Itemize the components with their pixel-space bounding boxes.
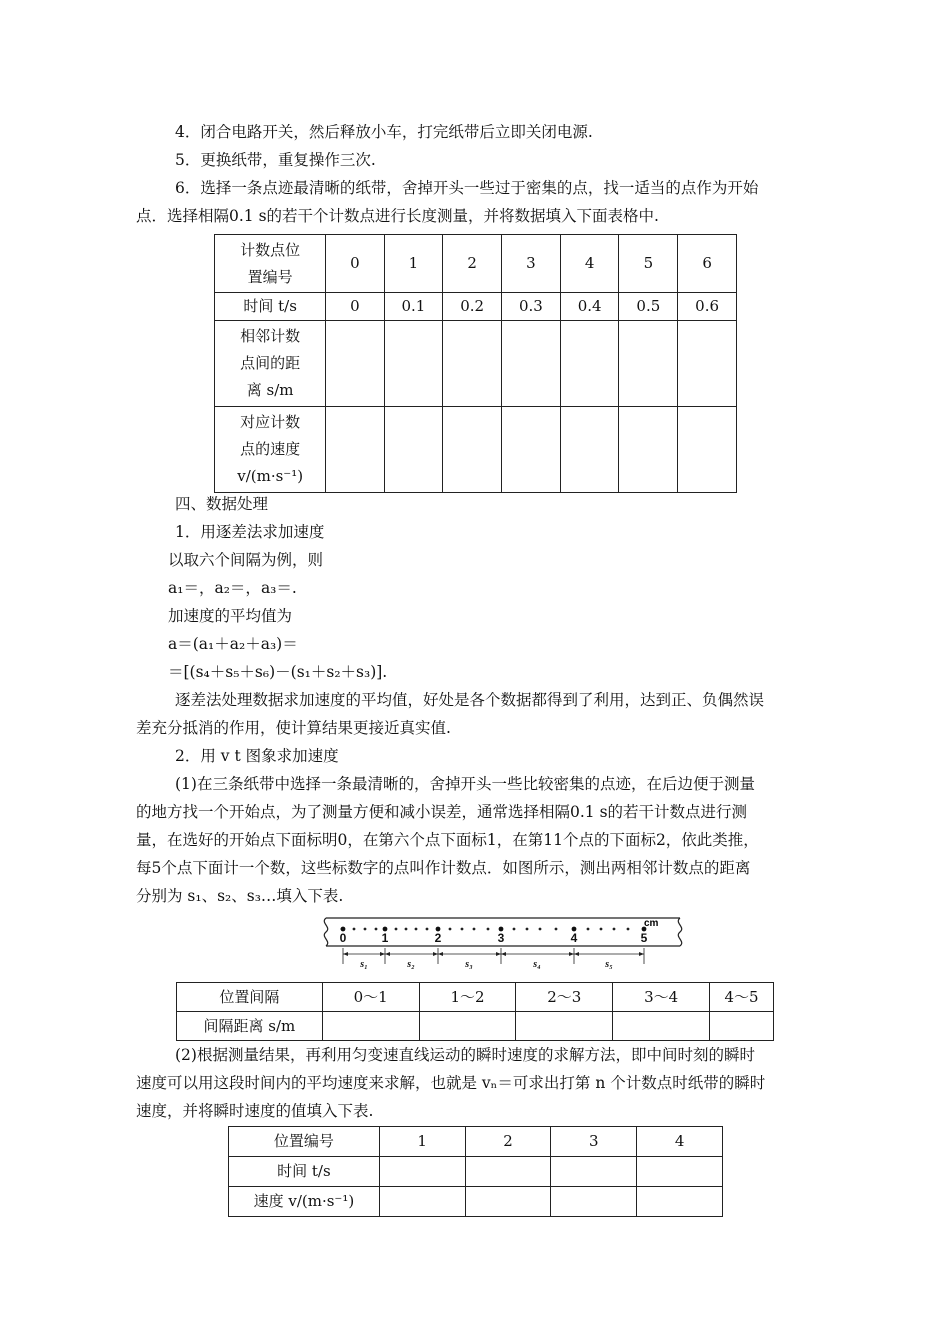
tape-dot: [539, 928, 542, 931]
method-1-line-7: 差充分抵消的作用，使计算结果更接近真实值.: [136, 719, 451, 737]
table3-index-cell: 2: [465, 1127, 551, 1157]
table1-empty-cell: [502, 407, 561, 493]
table1-time-cell: 0.4: [560, 293, 619, 321]
tape-point-label: 5: [640, 931, 648, 945]
step-5: 5．更换纸带，重复操作三次.: [175, 151, 376, 169]
formula-a-line: [168, 577, 818, 599]
measurement-table: [214, 234, 737, 493]
table2-interval-row: [177, 983, 774, 1012]
table1-empty-cell: [443, 321, 502, 407]
table3-empty-cell: [379, 1187, 465, 1217]
table3-index-header: 位置编号: [229, 1127, 380, 1157]
table2-empty-cell: [710, 1012, 774, 1041]
arrow-head: [574, 952, 579, 956]
table1-index-header: [215, 235, 326, 293]
table1-time-cell: 0.3: [502, 293, 561, 321]
table1-index-cell: 1: [384, 235, 443, 293]
table1-empty-cell: [384, 407, 443, 493]
table1-time-header: 时间 t/s: [215, 293, 326, 321]
table2-distance-header: 间隔距离 s/m: [177, 1012, 323, 1041]
table2-distance-row: [177, 1012, 774, 1041]
formula-a3: a₃＝.: [260, 579, 297, 597]
table1-index-cell: 6: [678, 235, 737, 293]
table3-empty-cell: [379, 1157, 465, 1187]
tape-unit-label: cm: [644, 918, 659, 929]
section-title: 四、数据处理: [175, 495, 269, 513]
tape-dot: [513, 928, 516, 931]
table1-distance-row: [215, 321, 737, 407]
paragraph-2-line-2: 速度可以用这段时间内的平均速度来求解，也就是 vₙ＝可求出打第 n 个计数点时纸带的瞬时: [136, 1074, 766, 1092]
table2-interval-header: 位置间隔: [177, 983, 323, 1012]
table1-time-cell: 0.2: [443, 293, 502, 321]
arrow-head: [433, 952, 438, 956]
table3-index-cell: 3: [551, 1127, 637, 1157]
table1-empty-cell: [326, 321, 384, 407]
table1-empty-cell: [560, 321, 619, 407]
tape-dot: [415, 928, 418, 931]
tape-dot: [395, 928, 398, 931]
table3-velocity-row: [229, 1187, 723, 1217]
table1-empty-cell: [560, 407, 619, 493]
table1-distance-header-line-2: 点间的距: [240, 354, 301, 372]
method-1-title: 1．用逐差法求加速度: [175, 523, 325, 541]
tape-dot: [364, 928, 367, 931]
table1-empty-cell: [502, 321, 561, 407]
table2-interval-cell: 0～1: [322, 983, 419, 1012]
tape-dot: [487, 928, 490, 931]
table1-velocity-row: [215, 407, 737, 493]
table1-distance-header-line-3: 离 s/m: [246, 381, 294, 399]
table1-index-cell: 5: [619, 235, 678, 293]
table1-time-cell: 0.5: [619, 293, 678, 321]
arrow-head: [385, 952, 390, 956]
table1-index-cell: 4: [560, 235, 619, 293]
tape-point-label: 0: [339, 931, 347, 945]
tape-dot: [353, 928, 356, 931]
step-6-line-2: 点．选择相隔0.1 s的若干个计数点进行长度测量，并将数据填入下面表格中.: [136, 207, 659, 225]
segment-label: s₁: [360, 959, 368, 970]
arrow-head: [438, 952, 443, 956]
table2-empty-cell: [516, 1012, 613, 1041]
dimension-lines: [343, 948, 644, 964]
method-1-line-4: a＝(a₁＋a₂＋a₃)＝: [168, 635, 298, 653]
segment-label: s₂: [407, 959, 415, 970]
tape-dot: [426, 928, 429, 931]
paragraph-2-line-1: (2)根据测量结果，再利用匀变速直线运动的瞬时速度的求解方法，即中间时刻的瞬时: [175, 1046, 755, 1064]
segment-label: s₅: [605, 959, 613, 970]
step-6-line-1: 6．选择一条点迹最清晰的纸带，舍掉开头一些过于密集的点，找一适当的点作为开始: [175, 179, 759, 197]
tape-point-label: 3: [497, 931, 505, 945]
tape-dot: [587, 928, 590, 931]
tape-point-label: 4: [570, 931, 578, 945]
table3-velocity-header: 速度 v/(m·s⁻¹): [229, 1187, 380, 1217]
table2-interval-cell: 3～4: [613, 983, 710, 1012]
method-1-line-1: 以取六个间隔为例，则: [168, 551, 324, 569]
table3-empty-cell: [551, 1157, 637, 1187]
tape-dot: [461, 928, 464, 931]
table1-empty-cell: [619, 407, 678, 493]
arrow-head: [380, 952, 385, 956]
method-1-line-5: ＝[(s₄＋s₅＋s₆)－(s₁＋s₂＋s₃)].: [168, 663, 388, 681]
tape-right-tear: [678, 918, 681, 946]
formula-a1: a₁＝，: [168, 579, 215, 597]
table1-velocity-header-line-1: 对应计数: [240, 413, 301, 431]
table1-empty-cell: [443, 407, 502, 493]
paper-tape-figure: [318, 912, 688, 974]
table3-time-row: [229, 1157, 723, 1187]
table3-time-header: 时间 t/s: [229, 1157, 380, 1187]
table2-empty-cell: [613, 1012, 710, 1041]
table1-index-header-line-1: 计数点位: [240, 240, 301, 259]
table3-index-row: [229, 1127, 723, 1157]
table2-empty-cell: [419, 1012, 516, 1041]
table1-index-header-line-2: 置编号: [247, 267, 293, 286]
paragraph-1-line-1: (1)在三条纸带中选择一条最清晰的，舍掉开头一些比较密集的点迹，在后边便于测量: [175, 775, 755, 793]
arrow-head: [639, 952, 644, 956]
table1-time-cell: 0.6: [678, 293, 737, 321]
table1-empty-cell: [326, 407, 384, 493]
table1-time-cell: 0: [326, 293, 384, 321]
tape-point-label: 2: [434, 931, 442, 945]
table3-empty-cell: [637, 1157, 723, 1187]
arrow-head: [501, 952, 506, 956]
table3-empty-cell: [465, 1187, 551, 1217]
step-4: 4．闭合电路开关，然后释放小车，打完纸带后立即关闭电源.: [175, 123, 593, 141]
tape-dot: [449, 928, 452, 931]
method-1-line-3: 加速度的平均值为: [168, 607, 293, 625]
table2-interval-cell: 4～5: [710, 983, 774, 1012]
tape-dot: [375, 928, 378, 931]
table2-interval-cell: 1～2: [419, 983, 516, 1012]
table1-empty-cell: [384, 321, 443, 407]
table1-time-cell: 0.1: [384, 293, 443, 321]
arrow-head: [343, 952, 348, 956]
table1-velocity-header: [215, 407, 326, 493]
formula-a2: a₂＝，: [214, 579, 261, 597]
table1-empty-cell: [678, 407, 737, 493]
tape-dot: [627, 928, 630, 931]
tape-point-label: 1: [381, 931, 389, 945]
segment-label: s₄: [533, 959, 541, 970]
paragraph-1-line-3: 量，在选好的开始点下面标明0，在第六个点下面标1，在第11个点的下面标2，依此类推，: [136, 831, 759, 849]
tape-dot: [600, 928, 603, 931]
table1-index-cell: 3: [502, 235, 561, 293]
table3-empty-cell: [465, 1157, 551, 1187]
table3-index-cell: 4: [637, 1127, 723, 1157]
table1-velocity-header-line-3: v/(m·s⁻¹): [237, 467, 304, 485]
table1-empty-cell: [678, 321, 737, 407]
table1-index-cell: 2: [443, 235, 502, 293]
arrow-head: [496, 952, 501, 956]
table1-time-row: [215, 293, 737, 321]
table1-index-row: [215, 235, 737, 293]
table1-velocity-header-line-2: 点的速度: [240, 440, 301, 458]
table2-interval-cell: 2～3: [516, 983, 613, 1012]
interval-table: [176, 982, 774, 1041]
paragraph-1-line-2: 的地方找一个开始点，为了测量方便和减小误差，通常选择相隔0.1 s的若干计数点进行测: [136, 803, 748, 821]
table1-empty-cell: [619, 321, 678, 407]
tape-dot: [473, 928, 476, 931]
table3-empty-cell: [637, 1187, 723, 1217]
tape-dot: [526, 928, 529, 931]
paragraph-1-line-5: 分别为 s₁、s₂、s₃…填入下表.: [136, 887, 344, 905]
tape-left-tear: [324, 918, 327, 946]
tape-dot: [613, 928, 616, 931]
table1-distance-header-line-1: 相邻计数: [240, 327, 301, 345]
table1-distance-header: [215, 321, 326, 407]
velocity-table: [228, 1126, 723, 1217]
method-2-title: 2．用 v t 图象求加速度: [175, 747, 339, 765]
method-1-line-6: 逐差法处理数据求加速度的平均值，好处是各个数据都得到了利用，达到正、负偶然误: [175, 691, 765, 709]
table1-index-cell: 0: [326, 235, 384, 293]
segment-label: s₃: [465, 959, 473, 970]
tape-dot: [405, 928, 408, 931]
table3-empty-cell: [551, 1187, 637, 1217]
arrow-head: [569, 952, 574, 956]
paragraph-1-line-4: 每5个点下面计一个数，这些标数字的点叫作计数点．如图所示，测出两相邻计数点的距离: [136, 859, 751, 877]
table3-index-cell: 1: [379, 1127, 465, 1157]
table2-empty-cell: [322, 1012, 419, 1041]
paragraph-2-line-3: 速度，并将瞬时速度的值填入下表.: [136, 1102, 374, 1120]
tape-dot: [555, 928, 558, 931]
